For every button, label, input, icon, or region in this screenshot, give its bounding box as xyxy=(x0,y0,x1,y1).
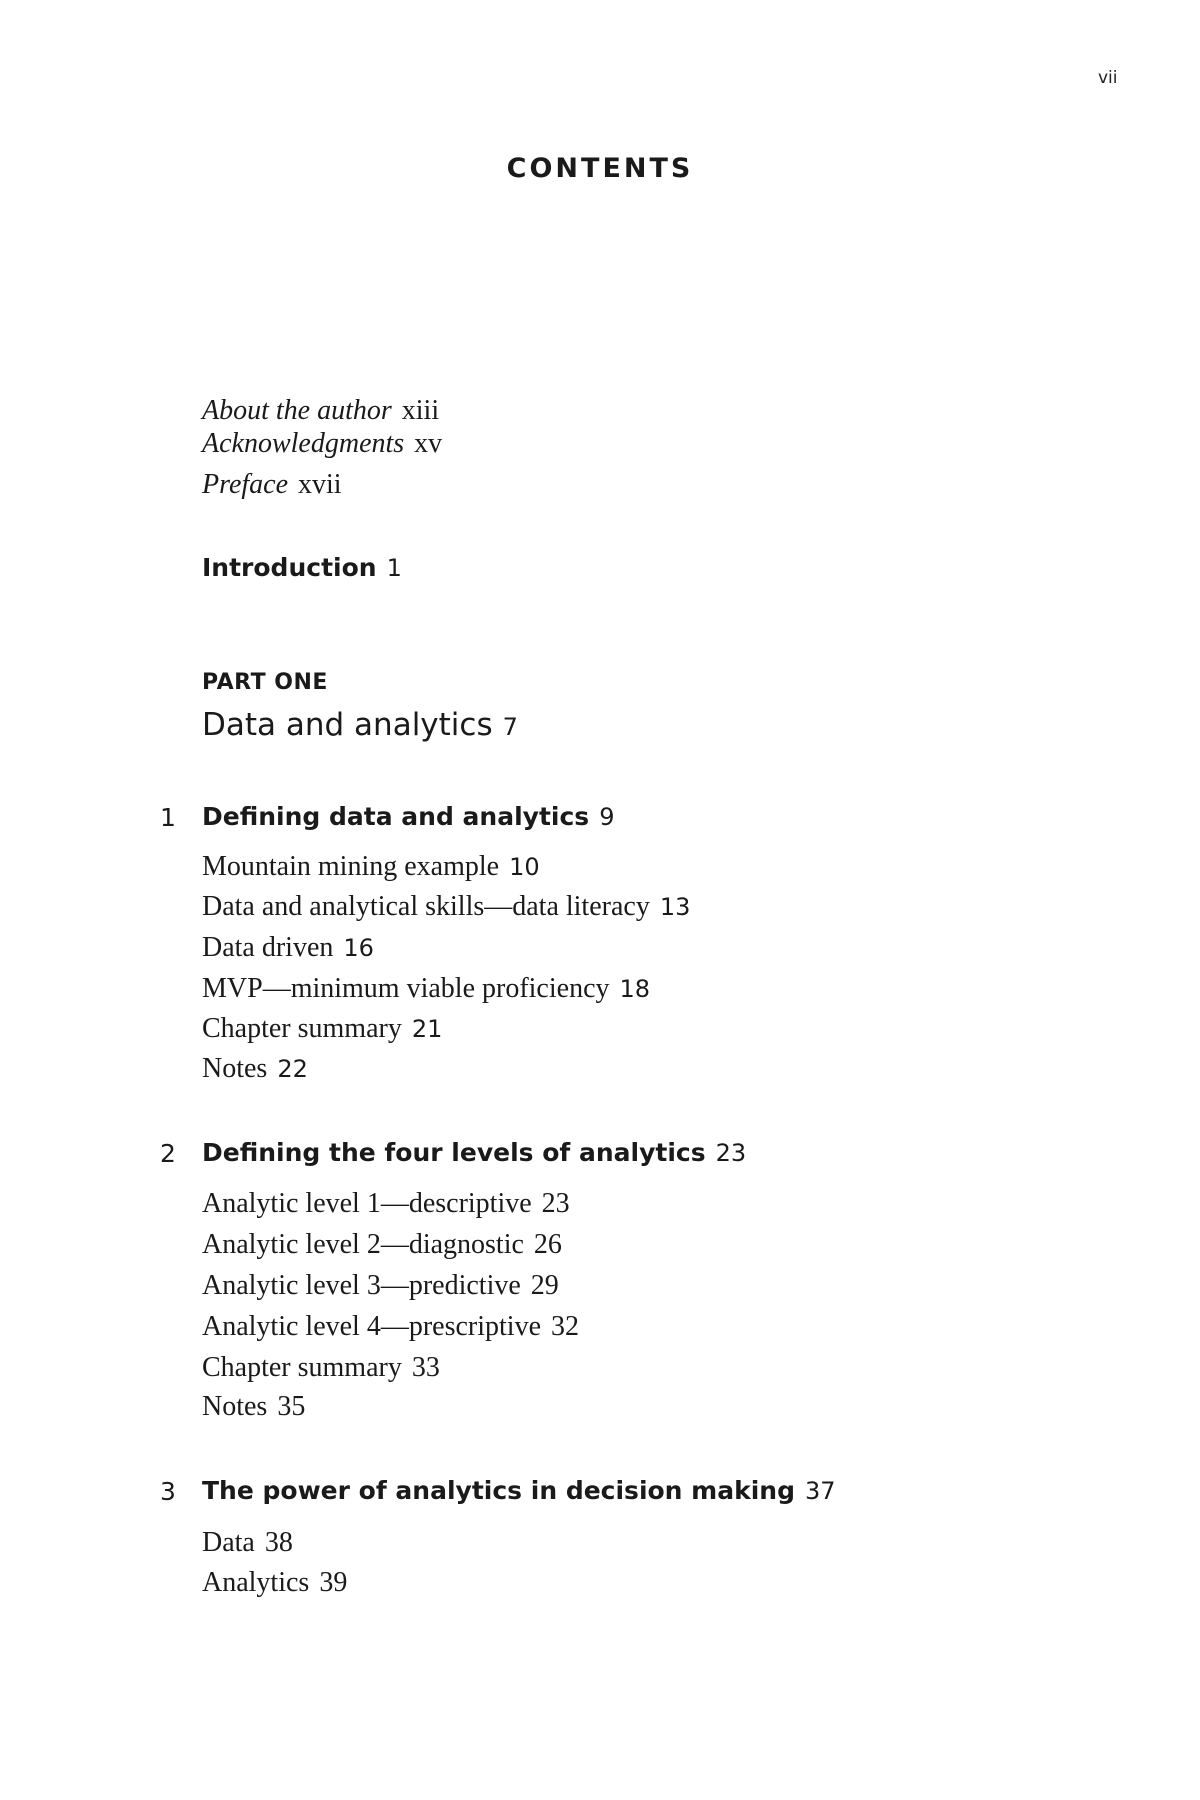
toc-entry-page: 1 xyxy=(386,554,402,582)
toc-entry-acknowledgments[interactable] xyxy=(202,428,442,460)
chapter-number: 1 xyxy=(160,803,176,832)
contents-title xyxy=(0,153,1200,184)
toc-entry-page: 16 xyxy=(343,934,374,962)
toc-entry-section[interactable] xyxy=(202,973,650,1005)
section-label: MVP—minimum viable proficiency xyxy=(202,973,610,1004)
toc-entry-page: xiii xyxy=(401,395,440,426)
toc-entry-page: 21 xyxy=(411,1015,443,1043)
section-label: Notes xyxy=(202,1391,268,1422)
toc-entry-chapter-2[interactable] xyxy=(202,1138,746,1167)
toc-entry-page: xvii xyxy=(298,469,342,500)
toc-entry-page: 7 xyxy=(502,713,518,741)
toc-entry-about-author[interactable] xyxy=(202,395,439,427)
chapter-title: The power of analytics in decision making xyxy=(202,1476,795,1505)
toc-entry-page: 26 xyxy=(533,1229,562,1260)
section-label: Data and analytical skills—data literacy xyxy=(202,891,650,922)
toc-entry-page: 37 xyxy=(805,1477,836,1505)
toc-entry-section[interactable] xyxy=(202,1270,559,1302)
toc-entry-page: 22 xyxy=(277,1055,308,1083)
section-label: Notes xyxy=(202,1053,268,1084)
toc-entry-page: 10 xyxy=(509,853,540,881)
section-label: Chapter summary xyxy=(202,1352,402,1383)
page-number: vii xyxy=(1098,68,1118,88)
toc-entry-label: About the author xyxy=(202,395,392,426)
toc-entry-label: Introduction xyxy=(202,553,377,582)
chapter-number: 3 xyxy=(160,1477,176,1506)
toc-entry-page: 38 xyxy=(264,1527,293,1558)
toc-entry-label: Acknowledgments xyxy=(202,428,405,459)
contents-title-text: CONTENTS xyxy=(506,153,694,184)
toc-entry-introduction[interactable] xyxy=(202,553,402,582)
section-label: Analytic level 2—diagnostic xyxy=(202,1229,524,1260)
section-label: Mountain mining example xyxy=(202,851,500,882)
toc-entry-page: 13 xyxy=(659,893,691,921)
part-label: PART ONE xyxy=(202,670,328,695)
toc-entry-section[interactable] xyxy=(202,1391,305,1423)
toc-entry-section[interactable] xyxy=(202,1188,570,1220)
section-label: Analytics xyxy=(202,1567,310,1598)
toc-entry-section[interactable] xyxy=(202,1013,442,1045)
part-title: Data and analytics xyxy=(202,707,493,743)
toc-entry-section[interactable] xyxy=(202,1311,579,1343)
toc-entry-section[interactable] xyxy=(202,1053,308,1085)
toc-entry-page: 35 xyxy=(277,1391,306,1422)
toc-entry-page: 18 xyxy=(619,975,651,1003)
toc-entry-section[interactable] xyxy=(202,1352,440,1384)
toc-entry-preface[interactable] xyxy=(202,469,342,501)
toc-entry-section[interactable] xyxy=(202,1229,562,1261)
toc-entry-page: 9 xyxy=(599,803,615,831)
section-label: Chapter summary xyxy=(202,1013,402,1044)
toc-entry-page: xv xyxy=(414,428,443,459)
section-label: Analytic level 1—descriptive xyxy=(202,1188,532,1219)
chapter-number: 2 xyxy=(160,1139,176,1168)
section-label: Analytic level 3—predictive xyxy=(202,1270,521,1301)
section-label: Data xyxy=(202,1527,255,1558)
toc-entry-page: 23 xyxy=(715,1139,747,1167)
toc-entry-section[interactable] xyxy=(202,932,374,964)
toc-entry-label: Preface xyxy=(202,469,289,500)
toc-entry-page: 32 xyxy=(551,1311,579,1342)
toc-entry-part-one[interactable] xyxy=(202,707,518,743)
chapter-title: Defining data and analytics xyxy=(202,802,590,831)
section-label: Data driven xyxy=(202,932,334,963)
toc-entry-page: 29 xyxy=(530,1270,559,1301)
toc-entry-section[interactable] xyxy=(202,891,690,923)
toc-entry-section[interactable] xyxy=(202,851,540,883)
toc-entry-section[interactable] xyxy=(202,1567,347,1599)
toc-entry-section[interactable] xyxy=(202,1527,293,1559)
toc-entry-page: 33 xyxy=(411,1352,440,1383)
chapter-title: Defining the four levels of analytics xyxy=(202,1138,706,1167)
toc-entry-page: 39 xyxy=(319,1567,348,1598)
toc-entry-chapter-1[interactable] xyxy=(202,802,614,831)
toc-entry-chapter-3[interactable] xyxy=(202,1476,836,1505)
section-label: Analytic level 4—prescriptive xyxy=(202,1311,541,1342)
toc-entry-page: 23 xyxy=(541,1188,570,1219)
